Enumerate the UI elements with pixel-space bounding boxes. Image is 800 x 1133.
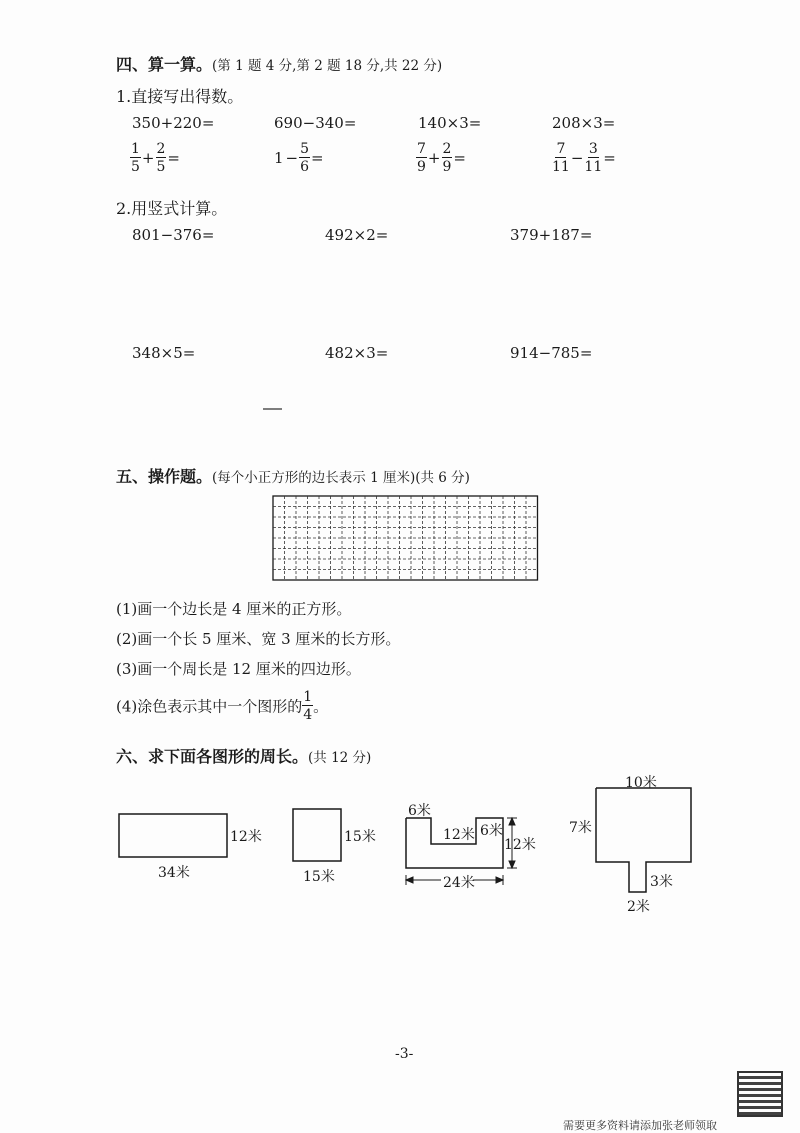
q2-expr: 492×2= — [325, 226, 389, 244]
fig3-right-notch-label: 6米 — [480, 823, 503, 839]
fig1-height-label: 12米 — [230, 829, 262, 845]
fraction-expr: 1 − $\frac{5}{6}$ = — [274, 141, 324, 175]
footer-note: 需要更多资料请添加张老师领取 — [563, 1119, 717, 1132]
fraction-expr: $\frac{7}{11}$ − $\frac{3}{11}$ = — [552, 141, 616, 175]
task-1: (1)画一个边长是 4 厘米的正方形。 — [116, 600, 352, 618]
q2-expr: 482×3= — [325, 344, 389, 362]
q1-expr: 140×3= — [418, 114, 482, 132]
fig3-width-label: 24米 — [443, 875, 475, 891]
section6-note: (共 12 分) — [308, 750, 372, 766]
fig1-width-label: 34米 — [158, 865, 190, 881]
fraction-expr: $\frac{7}{9}$ + $\frac{2}{9}$ = — [417, 141, 466, 175]
q2-expr: 801−376= — [132, 226, 215, 244]
q1-expr: 350+220= — [132, 114, 215, 132]
fig4-stem-width-label: 2米 — [627, 899, 650, 915]
section5-note: (每个小正方形的边长表示 1 厘米)(共 6 分) — [212, 470, 470, 486]
q1-expr: 690−340= — [274, 114, 357, 132]
fraction-expr: $\frac{1}{5}$ + $\frac{2}{5}$ = — [131, 141, 180, 175]
fig4-stem-height-label: 3米 — [650, 874, 673, 890]
page-number: -3- — [395, 1046, 414, 1062]
rectangle-figure — [119, 814, 227, 857]
stem-figure — [596, 788, 691, 892]
task-3: (3)画一个周长是 12 厘米的四边形。 — [116, 660, 361, 678]
qr-code-image — [737, 1071, 783, 1117]
square-figure — [293, 809, 341, 861]
fig2-width-label: 15米 — [303, 869, 335, 885]
fig3-notch-label: 12米 — [443, 827, 475, 843]
q2-expr: 379+187= — [510, 226, 593, 244]
task-4: (4)涂色表示其中一个图形的 $\frac{1}{4}$ 。 — [116, 689, 329, 723]
fig4-top-label: 10米 — [625, 775, 657, 791]
fig3-height-label: 12米 — [504, 837, 536, 853]
q2-label: 2.用竖式计算。 — [116, 199, 228, 218]
square-grid — [273, 496, 538, 580]
section5-title: 五、操作题。 — [116, 467, 213, 486]
fig4-side-label: 7米 — [569, 820, 592, 836]
task-2: (2)画一个长 5 厘米、宽 3 厘米的长方形。 — [116, 630, 401, 648]
q1-expr: 208×3= — [552, 114, 616, 132]
q2-expr: 914−785= — [510, 344, 593, 362]
fig3-left-label: 6米 — [408, 803, 431, 819]
section6-title: 六、求下面各图形的周长。 — [116, 747, 309, 766]
q1-label: 1.直接写出得数。 — [116, 87, 244, 106]
section4-title: 四、算一算。 — [116, 55, 213, 74]
q2-expr: 348×5= — [132, 344, 196, 362]
fig2-height-label: 15米 — [344, 829, 376, 845]
section4-note: (第 1 题 4 分,第 2 题 18 分,共 22 分) — [212, 58, 443, 74]
